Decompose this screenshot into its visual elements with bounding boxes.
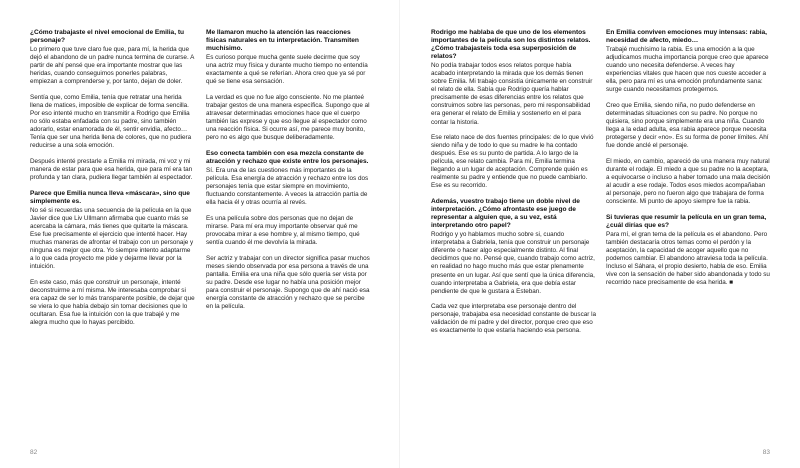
interview-answer-paragraph: Sentía que, como Emilia, tenía que retratar una herida llena de matices, imposible de explicar de forma sencilla. Por eso intenté mucho en transmitir a Rodrigo que Emilia no sólo estaba enfadada con su padre, sino también adorarlo, estar enamorada de él, sentir envidia, afecto… Tenía que ser una herida llena de colores, que no pudiera reducirse a una sola emoción. bbox=[30, 93, 192, 150]
interview-answer-paragraph: El miedo, en cambio, apareció de una manera muy natural durante el rodaje. El miedo a que su padre no la aceptara, a equivocarse o incluso a haber tomado una mala decisión al acudir a ese rodaje. Todos esos miedos acompañaban al personaje, pero no fueron algo que trabajara de forma consciente. Mi punto de apoyo siempre fue la rabia. bbox=[606, 157, 771, 206]
interview-question: Parece que Emilia nunca lleva «máscara», sino que simplemente es. bbox=[30, 189, 190, 205]
interview-answer-paragraph: Trabajé muchísimo la rabia. Es una emoción a la que adjudicamos mucha importancia porque creo que aparece cuando uno necesita defenderse. A veces hay experiencias vitales que hacen que nos cueste acceder a ella, pero para mí es una emoción profundamente sana: surge cuando necesitamos protegernos. bbox=[606, 46, 769, 94]
interview-answer-paragraph: No podía trabajar todos esos relatos porque había acabado interpretando la mirada que los demás tienen sobre Emilia. Mi trabajo consistía únicamente en construir el relato de ella. Sabía que Rodrigo quería hablar precisamente de esas diferencias entre los relatos que construimos sobre las personas, pero mi responsabilidad era generar el relato de Emilia y sostenerlo en el para contar la historia. bbox=[431, 62, 593, 126]
interview-question: En Emilia conviven emociones muy intensas: rabia, necesidad de afecto, miedo… bbox=[606, 29, 767, 45]
left-page-column-1 bbox=[30, 29, 195, 335]
interview-answer-paragraph: Creo que Emilia, siendo niña, no pudo defenderse en determinadas situaciones con su padre. No porque no quisiera, sino porque simplemente era una niña. Cuando llega a la edad adulta, esa rabia aparece porque necesita protegerse y decir «no». Es su forma de poner límites. Ahí fue donde anclé el personaje. bbox=[606, 101, 769, 150]
interview-answer-paragraph: Rodrigo y yo hablamos mucho sobre si, cuando interpretaba a Gabriela, tenía que construir un personaje diferente o hacer algo especialmente distinto. Al final decidimos que no. Pensé que, cuando trabajo como actriz, en realidad no hago mucho más que estar plenamente presente en un lugar. Así que sentí que la única diferencia, cuando interpretaba a Gabriela, era que debía estar pendiente de que le gustara a Esteban. bbox=[431, 231, 595, 295]
interview-answer-paragraph: La verdad es que no fue algo consciente. No me planteé trabajar gestos de una manera específica. Supongo que al atravesar determinadas emociones hace que el cuerpo también las exprese y que eso llegue al espectador como una reacción física. Si ocurre así, me parece muy bonito, pero no es algo que busque deliberadamente. bbox=[206, 93, 370, 142]
right-page-column-2 bbox=[606, 29, 771, 295]
page-number-right: 83 bbox=[762, 449, 770, 456]
interview-answer-paragraph: Para mí, el gran tema de la película es el abandono. Pero también destacaría otros temas como el perdón y la aceptación, la capacidad de acoger aquello que no podemos cambiar. El abandono atraviesa toda la película. Incluso el Sáhara, el propio desierto, habla de eso. Emilia vive con la sensación de haber sido abandonada y todo su recorrido nace precisamente de esa herida. ■ bbox=[606, 230, 770, 287]
interview-answer-paragraph: Sí. Era una de las cuestiones más importantes de la película. Esa energía de atracción y rechazo entre los dos personajes tenía que estar siempre en movimiento, fluctuando constantemente. A veces la atracción partía de ella hacia él y otras ocurría al revés. bbox=[206, 166, 369, 207]
interview-question: Rodrigo me hablaba de que uno de los elementos importantes de la película son los distintos relatos. ¿Cómo trabajasteis toda esa superposición de relatos? bbox=[431, 29, 591, 61]
right-page-column-1 bbox=[431, 29, 596, 343]
interview-answer-paragraph: Cada vez que interpretaba ese personaje dentro del personaje, trabajaba esa necesidad constante de buscar la validación de mi padre y del director, porque creo que eso es exactamente lo que estaría haciendo esa persona. bbox=[431, 303, 596, 335]
interview-answer-paragraph: No sé si recuerdas una secuencia de la película en la que Javier dice que Liv Ullmann afirmaba que cuanto más se acercaba la cámara, más tienes que quitarte la máscara. Ese fue precisamente el ejercicio que intenté hacer. Hay muchas maneras de afrontar el trabajo con un personaje y ninguna es mejor que otra. Yo siempre intento adaptarme a lo que cada proyecto me pide y dejarme llevar por la intuición. bbox=[30, 206, 194, 270]
interview-answer-paragraph: Ese relato nace de dos fuentes principales: de lo que vivió siendo niña y de todo lo que su madre le ha contado después. Ese es su punto de partida. A lo largo de la película, ese relato cambia. Para mí, Emilia termina llegando a un lugar de aceptación. Comprende quién es realmente su padre y entiende que no puede cambiarlo. Ese es su recorrido. bbox=[431, 134, 594, 190]
interview-answer-paragraph: Lo primero que tuve claro fue que, para mí, la herida que dejó el abandono de un padre nunca termina de curarse. A partir de ahí pensé que era importante mostrar que las heridas, cuando conseguimos ponerles palabras, empiezan a comprenderse y, por tanto, dejan de doler. bbox=[30, 46, 194, 86]
interview-question: Si tuvieras que resumir la película en un gran tema, ¿cuál dirías que es? bbox=[606, 213, 767, 229]
left-page-column-2 bbox=[206, 29, 371, 318]
interview-answer-paragraph: Es una película sobre dos personas que no dejan de mirarse. Para mí era muy importante observar qué me provocaba mirar a ese hombre y, al mismo tiempo, qué sentía cuando él me devolvía la mirada. bbox=[206, 214, 360, 246]
interview-question: Me llamaron mucho la atención las reacciones físicas naturales en tu interpretación. Transmiten muchísimo. bbox=[206, 29, 359, 53]
interview-question: ¿Cómo trabajaste el nivel emocional de Emilia, tu personaje? bbox=[30, 29, 185, 45]
interview-answer-paragraph: Es curioso porque mucha gente suele decirme que soy una actriz muy física y durante mucho tiempo no entendía exactamente a qué se referían. Ahora creo que ya sé por qué se tiene esa sensación. bbox=[206, 54, 368, 86]
interview-question: Además, vuestro trabajo tiene un doble nivel de interpretación. ¿Cómo afrontaste ese juego de representar a alguien que, a su vez, está interpretando otro papel? bbox=[431, 198, 580, 230]
interview-answer-paragraph: Ser actriz y trabajar con un director significa pasar muchos meses siendo observada por esa persona a través de una pantalla. Emilia era una niña que sólo quería ser vista por su padre. Desde ese lugar no había una posición mejor para construir el personaje. Supongo que de ahí nació esa energía constante de atracción y rechazo que se percibe en la película. bbox=[206, 254, 370, 310]
right-page bbox=[400, 0, 800, 468]
interview-question: Eso conecta también con esa mezcla constante de atracción y rechazo que existe entre los personajes. bbox=[206, 149, 369, 165]
page-number-left: 82 bbox=[30, 449, 38, 456]
interview-answer-paragraph: En este caso, más que construir un personaje, intenté deconstruirme a mí misma. Me interesaba comprobar si era capaz de ser lo más transparente posible, de dejar que se viera lo que había debajo sin tomar decisiones que lo ocultaran. Esa fue la intuición con la que trabajé y me alegra mucho que lo hayas percibido. bbox=[30, 278, 195, 326]
interview-answer-paragraph: Después intenté prestarle a Emilia mi mirada, mi voz y mi manera de estar para que esa herida, que para mí era tan profunda y tan clara, pudiera llegar también al espectador. bbox=[30, 157, 193, 181]
